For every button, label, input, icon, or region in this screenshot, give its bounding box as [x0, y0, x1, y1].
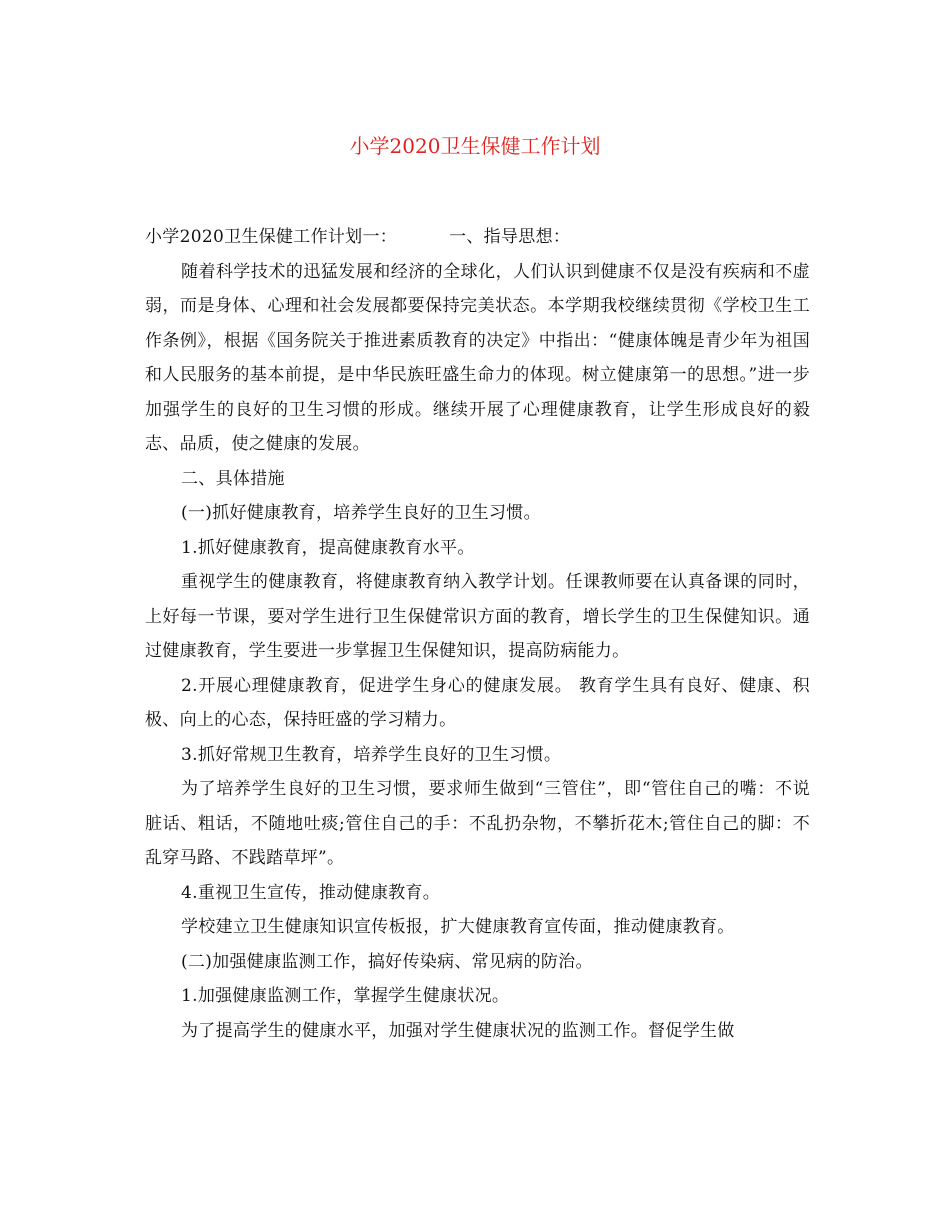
section-1-heading: 一、指导思想：	[449, 227, 571, 247]
intro-label: 小学2020卫生保健工作计划一：	[145, 227, 398, 247]
paragraph: 重视学生的健康教育，将健康教育纳入教学计划。任课教师要在认真备课的同时，上好每一节课，要对学生进行卫生保健常识方面的教育，增长学生的卫生保健知识。通过健康教育，学生要进一步掌握卫生保健知识，提高防病能力。	[145, 572, 810, 661]
list-item-heading: 4.重视卫生宣传，推动健康教育。	[181, 882, 441, 903]
paragraph: 学校建立卫生健康知识宣传板报，扩大健康教育宣传面，推动健康教育。	[181, 917, 735, 937]
list-item-heading: 1.抓好健康教育，提高健康教育水平。	[181, 537, 475, 558]
paragraph: 随着科学技术的迅猛发展和经济的全球化，人们认识到健康不仅是没有疾病和不虚弱，而是身体、心理和社会发展都要保持完美状态。本学期我校继续贯彻《学校卫生工作条例》，根据《国务院关于推进素质教育的决定》中指出：“健康体魄是青少年为祖国和人民服务的基本前提，是中华民族旺盛生命力的体现。树立健康第一的思想。”进一步加强学生的良好的卫生习惯的形成。继续开展了心理健康教育，让学生形成良好的毅志、品质，使之健康的发展。	[145, 261, 810, 454]
document-title: 小学2020卫生保健工作计划	[349, 134, 601, 158]
paragraph: 为了培养学生良好的卫生习惯，要求师生做到“三管住”，即“管住自己的嘴：不说脏话、粗话，不随地吐痰;管住自己的手：不乱扔杂物，不攀折花木;管住自己的脚：不乱穿马路、不践踏草坪”。	[145, 779, 810, 868]
document-body	[145, 220, 810, 1048]
subsection-heading: (二)加强健康监测工作，搞好传染病、常见病的防治。	[181, 951, 593, 972]
intro-line	[145, 220, 810, 255]
list-item-heading: 1.加强健康监测工作，掌握学生健康状况。	[181, 986, 510, 1006]
subsection-heading: (一)抓好健康教育，培养学生良好的卫生习惯。	[181, 503, 541, 523]
list-item-heading: 3.抓好常规卫生教育，培养学生良好的卫生习惯。	[181, 744, 562, 765]
section-2-heading: 二、具体措施	[181, 468, 285, 489]
list-item-heading: 2.开展心理健康教育，促进学生身心的健康发展。 教育学生具有良好、健康、积极、向上的心态，保持旺盛的学习精力。	[145, 675, 810, 730]
paragraph: 为了提高学生的健康水平，加强对学生健康状况的监测工作。督促学生做	[181, 1020, 735, 1041]
